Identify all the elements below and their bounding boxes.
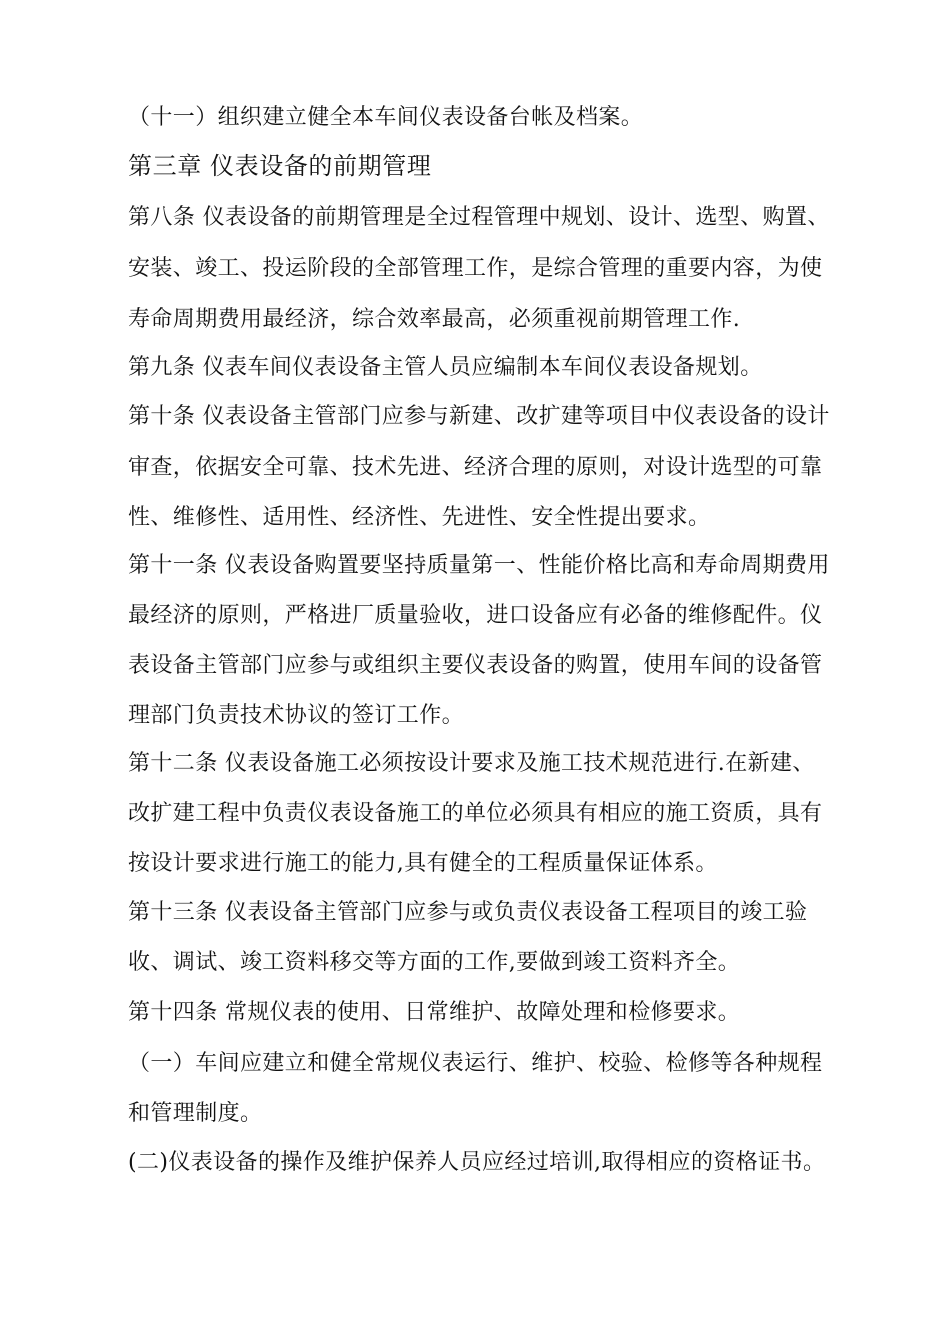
article-eleven-line-4: 理部门负责技术协议的签订工作。 [128, 703, 465, 728]
article-twelve-line-1: 第十二条 仪表设备施工必须按设计要求及施工技术规范进行.在新建、 [128, 751, 815, 776]
article-eleven-line-3: 表设备主管部门应参与或组织主要仪表设备的购置，使用车间的设备管 [128, 653, 823, 678]
article-fourteen: 第十四条 常规仪表的使用、日常维护、故障处理和检修要求。 [128, 1000, 741, 1025]
article-ten-line-1: 第十条 仪表设备主管部门应参与新建、改扩建等项目中仪表设备的设计 [128, 404, 830, 429]
article-eight-line-3: 寿命周期费用最经济，综合效率最高，必须重视前期管理工作. [128, 307, 741, 332]
article-eleven-line-2: 最经济的原则，严格进厂质量验收，进口设备应有必备的维修配件。仪 [128, 603, 823, 628]
article-eight-line-1: 第八条 仪表设备的前期管理是全过程管理中规划、设计、选型、购置、 [128, 205, 830, 230]
chapter-three-heading: 第三章 仪表设备的前期管理 [128, 152, 432, 180]
article-eleven-line-1: 第十一条 仪表设备购置要坚持质量第一、性能价格比高和寿命周期费用 [128, 553, 830, 578]
article-thirteen-line-2: 收、调试、竣工资料移交等方面的工作,要做到竣工资料齐全。 [128, 950, 741, 975]
item-two: (二)仪表设备的操作及维护保养人员应经过培训,取得相应的资格证书。 [128, 1150, 826, 1175]
article-twelve-line-2: 改扩建工程中负责仪表设备施工的单位必须具有相应的施工资质，具有 [128, 801, 823, 826]
article-ten-line-3: 性、维修性、适用性、经济性、先进性、安全性提出要求。 [128, 505, 711, 530]
article-nine: 第九条 仪表车间仪表设备主管人员应编制本车间仪表设备规划。 [128, 355, 763, 380]
item-one-line-1: （一）车间应建立和健全常规仪表运行、维护、校验、检修等各种规程 [128, 1051, 823, 1076]
article-twelve-line-3: 按设计要求进行施工的能力,具有健全的工程质量保证体系。 [128, 851, 718, 876]
item-eleven: （十一）组织建立健全本车间仪表设备台帐及档案。 [128, 105, 644, 130]
article-thirteen-line-1: 第十三条 仪表设备主管部门应参与或负责仪表设备工程项目的竣工验 [128, 900, 808, 925]
article-eight-line-2: 安装、竣工、投运阶段的全部管理工作，是综合管理的重要内容，为使 [128, 256, 823, 281]
item-one-line-2: 和管理制度。 [128, 1101, 263, 1126]
article-ten-line-2: 审查，依据安全可靠、技术先进、经济合理的原则，对设计选型的可靠 [128, 455, 823, 480]
